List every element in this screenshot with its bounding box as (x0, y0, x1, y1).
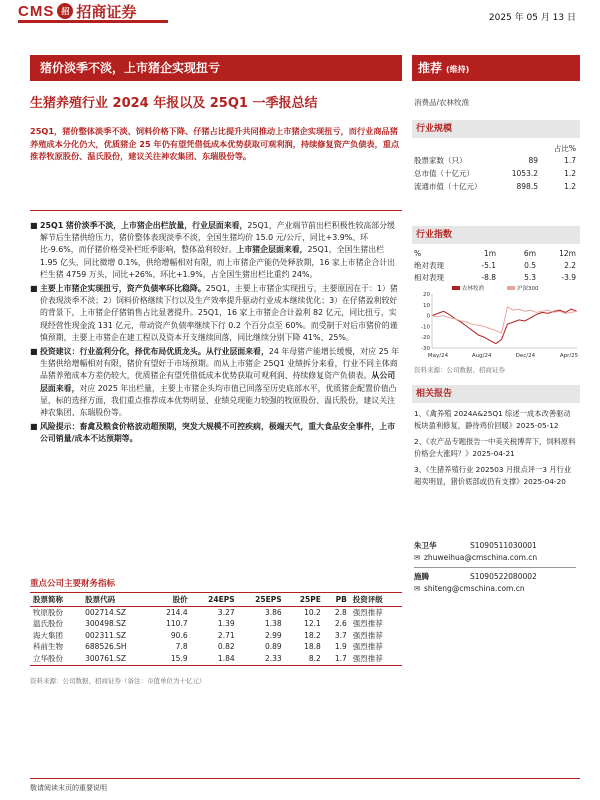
legend-swatch (452, 286, 460, 290)
bullet-marker-icon: ■ (30, 422, 38, 432)
table-row (30, 607, 402, 619)
table-cell: 1.9 (334, 642, 347, 651)
headline-bar: 猪价淡季不淡，上市猪企实现扭亏 (30, 55, 402, 81)
col-header: 25PE (285, 593, 324, 607)
table-cell: 300761.SZ (82, 653, 151, 665)
y-tick-label: -20 (421, 335, 430, 342)
logo-emblem-icon: 招 (57, 3, 73, 19)
table-cell: 强烈推荐 (352, 642, 383, 651)
bullet-item (30, 346, 402, 419)
company-logo (18, 0, 136, 22)
scale-label: 股票家数（只） (414, 156, 467, 165)
analyst-email-row (414, 552, 576, 564)
bullet-item (30, 421, 402, 445)
logo-cms: CMS (18, 2, 55, 20)
col-header: 24EPS (191, 593, 238, 607)
scale-share: 1.2 (564, 182, 576, 191)
x-tick-label: Dec/24 (515, 353, 536, 359)
bullet-body: 对应 2025 年出栏量，主要上市猪企头均市值已回落至历史底部水平，优质猪企配置价值凸显，标的选择方面，我们重点推荐成本优势明显、业绩兑现能力较强的牧原股份、温氏股份，建议关注神农集团、东瑞股份等。 (40, 383, 397, 418)
bullet-body: 25Q1，主要上市猪企实现扭亏，主要原因在于：1）猪价表现淡季不淡；2）饲料价格继续下行以及生产效率提升驱动行业成本继续优化；3）在仔猪盈利较好的背景下，上市猪企仔猪销售占比显著提升。25Q1，16 家上市猪企合计盈利 82 亿元，同比扭亏，实现经营性现金流 131 亿元，带动资产负债率继续下行 0.2 个百分点至 60%。而受制于对后市猪价的谨慎预期，主要上市猪企在建工程以及资本开支继续回落，同比继续分别下降 41%、25%。 (40, 284, 398, 342)
table-cell: 688526.SH (85, 642, 127, 651)
legend-swatch (507, 286, 515, 290)
index-row (414, 272, 576, 284)
table-cell: 强烈推荐 (352, 619, 383, 628)
table-cell: 10.2 (304, 607, 321, 617)
analyst-email[interactable]: zhuweihua@cmschina.com.cn (424, 553, 538, 562)
index-value: -3.9 (561, 273, 576, 282)
bullet-head: 投资建议：行业盈利分化，择优布局优质龙头。从行业层面来看， (40, 347, 269, 357)
table-cell: 强烈推荐 (352, 630, 383, 640)
chart-source: 资料来源：公司数据、招商证券 (414, 366, 505, 374)
logo-company-name: 招商证券 (76, 2, 137, 21)
index-value: -5.1 (481, 261, 496, 270)
table-cell: 强烈推荐 (352, 607, 383, 617)
table-cell: 温氏股份 (33, 619, 63, 628)
analyst-email[interactable]: shiteng@cmschina.com.cn (424, 584, 525, 593)
table-row (30, 653, 402, 665)
table-cell: 1.38 (264, 619, 282, 628)
footer-note: 敬请阅读末页的重要说明 (30, 784, 107, 792)
y-tick-label: -10 (421, 324, 430, 331)
analyst-name: 施腾 (414, 572, 429, 581)
index-label: 相对表现 (414, 273, 444, 282)
related-section-title: 相关报告 (412, 385, 580, 403)
table-cell: 0.89 (264, 642, 282, 651)
bullet-head: 上市猪企层面来看， (236, 245, 308, 255)
footer-divider (30, 778, 580, 779)
y-tick-label: -30 (421, 346, 430, 352)
x-tick-label: Apr/25 (559, 353, 579, 359)
index-chart (412, 284, 580, 362)
table-cell: 18.8 (304, 642, 321, 651)
table-cell: 7.8 (175, 642, 188, 651)
table-cell: 18.2 (304, 630, 321, 640)
table-row (30, 642, 402, 654)
legend-label: 沪深300 (517, 286, 539, 292)
related-report-link[interactable]: 2、《农产品专题报告一中美关税博弈下，饲料原料价格会大涨吗？》2025-04-21 (414, 437, 576, 458)
scale-section-title: 行业规模 (412, 120, 580, 138)
table-header-row (30, 593, 402, 607)
analyst-row (414, 540, 576, 552)
related-report-link[interactable]: 1、《禽养殖 2024A&25Q1 综述一成本改善驱动板块盈利修复，静待鸡价回暖》2025-05-12 (414, 409, 571, 430)
table-row (30, 630, 402, 642)
series-line (432, 309, 577, 344)
index-col-header: 1m (483, 249, 496, 258)
bullet-head: 主要上市猪企实现扭亏，资产负债率环比稳降。 (40, 284, 206, 294)
financials-table (30, 592, 402, 666)
analyst-email-row (414, 583, 576, 595)
scale-share: 1.2 (564, 169, 576, 178)
col-header: 股票简称 (30, 593, 82, 607)
scale-row (414, 154, 576, 167)
x-tick-label: May/24 (427, 353, 449, 359)
table-cell: 110.7 (166, 619, 188, 628)
rating-label: 推荐 (418, 61, 443, 75)
analyst-row (414, 571, 576, 583)
rating-sub: (维持) (446, 65, 470, 74)
table-cell: 002311.SZ (85, 630, 127, 640)
col-header: 股票代码 (82, 593, 151, 607)
bullet-body: 25Q1，全国生猪出栏 1.95 亿头，同比微增 0.1%，供给增幅相对有限，而上市猪企产能仍处释放期，16 家上市猪企合计出栏生猪 4759 万头，同比+26%、环比+1.9%，占全国生猪出栏比重约 24%。 (40, 245, 396, 279)
col-header: 25EPS (238, 593, 285, 607)
bullet-body: 25Q1，产业端节前出栏积极性较高部分缓解节后生猪供给压力，猪价整体表现淡季不淡，全国生猪均价 15.0 元/公斤，同比+3.9%、环比-9.6%，而仔猪价格受补栏旺季影响，整体盈利较好。 (40, 221, 395, 255)
table-cell: 12.1 (304, 619, 321, 628)
table-cell: 90.6 (170, 630, 188, 640)
index-table (414, 248, 576, 284)
index-col-header: % (414, 249, 422, 258)
scale-label: 总市值（十亿元） (414, 169, 474, 178)
bullet-head: 25Q1 猪价淡季不淡，上市猪企出栏放量，行业层面来看， (40, 221, 248, 230)
table-cell: 3.86 (264, 607, 282, 617)
bullet-head: 从公司层面来看， (40, 371, 396, 393)
index-value: 5.3 (524, 273, 536, 282)
bullet-item (30, 220, 402, 281)
index-value: 0.5 (524, 261, 536, 270)
scale-value: 898.5 (516, 182, 538, 191)
analyst-id: S1090522080002 (470, 572, 537, 581)
bullet-marker-icon: ■ (30, 221, 38, 230)
table-row (30, 619, 402, 631)
index-section-title: 行业指数 (412, 226, 580, 244)
table-cell: 2.6 (334, 619, 347, 628)
x-tick-label: Aug/24 (471, 353, 492, 359)
bullet-item (30, 283, 402, 344)
report-date: 2025 年 05 月 13 日 (488, 13, 576, 23)
related-report-link[interactable]: 3、《生猪养殖行业 202503 月报点评一3 月行业超卖明显，猪价底部或仍有支撑》2025-04-20 (414, 465, 572, 486)
table-cell: 牧原股份 (33, 607, 63, 617)
y-tick-label: 10 (423, 302, 430, 309)
index-col-header: 6m (523, 249, 536, 258)
report-title: 生猪养殖行业 2024 年报以及 25Q1 一季报总结 (30, 96, 318, 111)
table-cell: 1.39 (217, 619, 235, 628)
mail-icon: ✉ (414, 584, 421, 593)
index-col-header: 12m (559, 249, 576, 258)
analyst-name: 朱卫华 (414, 541, 437, 550)
scale-label: 流通市值（十亿元） (414, 182, 482, 191)
scale-table (414, 154, 576, 193)
scale-value: 1053.2 (511, 169, 538, 178)
y-tick-label: 20 (423, 292, 430, 298)
bullet-list (30, 220, 402, 448)
table-cell: 15.9 (151, 653, 191, 665)
table-cell: 2.33 (238, 653, 285, 665)
table-cell: 科前生物 (33, 642, 63, 651)
y-tick-label: 0 (426, 313, 430, 320)
table-cell: 1.7 (324, 653, 350, 665)
analyst-id: S1090511030001 (470, 541, 537, 550)
rating-bar (412, 55, 580, 81)
scale-unit: 占比% (553, 144, 576, 153)
col-header: 投资评级 (350, 593, 402, 607)
table-cell: 300498.SZ (85, 619, 127, 628)
table-cell: 1.84 (191, 653, 238, 665)
related-reports (414, 408, 576, 492)
table-cell: 214.4 (166, 607, 188, 617)
scale-share: 1.7 (564, 156, 576, 165)
table-cell: 0.82 (217, 642, 235, 651)
legend-label: 农林牧渔 (462, 286, 485, 292)
index-header-row (414, 248, 576, 260)
table-cell: 8.2 (285, 653, 324, 665)
index-value: -8.8 (481, 273, 496, 282)
sector-label: 消费品/农林牧渔 (414, 98, 470, 107)
summary-divider (30, 210, 402, 211)
col-header: 股价 (151, 593, 191, 607)
financials-source: 资料来源：公司数据、招商证券（备注：市值单位为十亿元） (30, 677, 206, 685)
analyst-block (414, 540, 576, 595)
scale-row (414, 167, 576, 180)
table-cell: 2.8 (334, 607, 347, 617)
index-value: 2.2 (564, 261, 576, 270)
financials-title: 重点公司主要财务指标 (30, 579, 116, 589)
index-label: 绝对表现 (414, 261, 444, 270)
risk-warning: 风险提示：畜禽及粮食价格波动超预期，突发大规模不可控疾病，极端天气，重大食品安全事件，上市公司销量/成本不达预期等。 (40, 422, 396, 444)
mail-icon: ✉ (414, 553, 421, 562)
scale-value: 89 (528, 156, 538, 165)
analyst-divider (414, 567, 576, 568)
col-header: PB (324, 593, 350, 607)
table-cell: 3.27 (217, 607, 235, 617)
table-cell: 强烈推荐 (350, 653, 402, 665)
bullet-marker-icon: ■ (30, 284, 38, 294)
table-cell: 立华股份 (30, 653, 82, 665)
table-cell: 2.99 (264, 630, 282, 640)
bullet-body: 24 年母猪产能增长缓慢，对应 25 年生猪供给增幅相对有限，猪价有望好于市场预期。而从上市猪企 25Q1 业绩拆分来看，行业不同主体商品猪养殖成本方差仍较大，优质猪企有望凭借低成本优势获取可观利润、持续修复资产负债表。 (40, 347, 400, 381)
table-cell: 002714.SZ (85, 607, 127, 617)
table-cell: 2.71 (217, 630, 235, 640)
table-cell: 3.7 (334, 630, 347, 640)
index-row (414, 260, 576, 272)
bullet-marker-icon: ■ (30, 347, 38, 357)
scale-row (414, 180, 576, 193)
summary-paragraph: 25Q1，猪价整体淡季不淡、饲料价格下降、仔猪占比提升共同推动上市猪企实现扭亏，而行业商品猪养殖成本分化仍大，优质猪企 25 年仍有望凭借低成本优势获取可观利润，持续修复资产负债表，重点推荐牧原股份、温氏股份，建议关注神农集团、东瑞股份等。 (30, 126, 400, 162)
financials-body (30, 607, 402, 666)
header-divider (18, 20, 168, 23)
table-cell: 海大集团 (33, 630, 63, 640)
